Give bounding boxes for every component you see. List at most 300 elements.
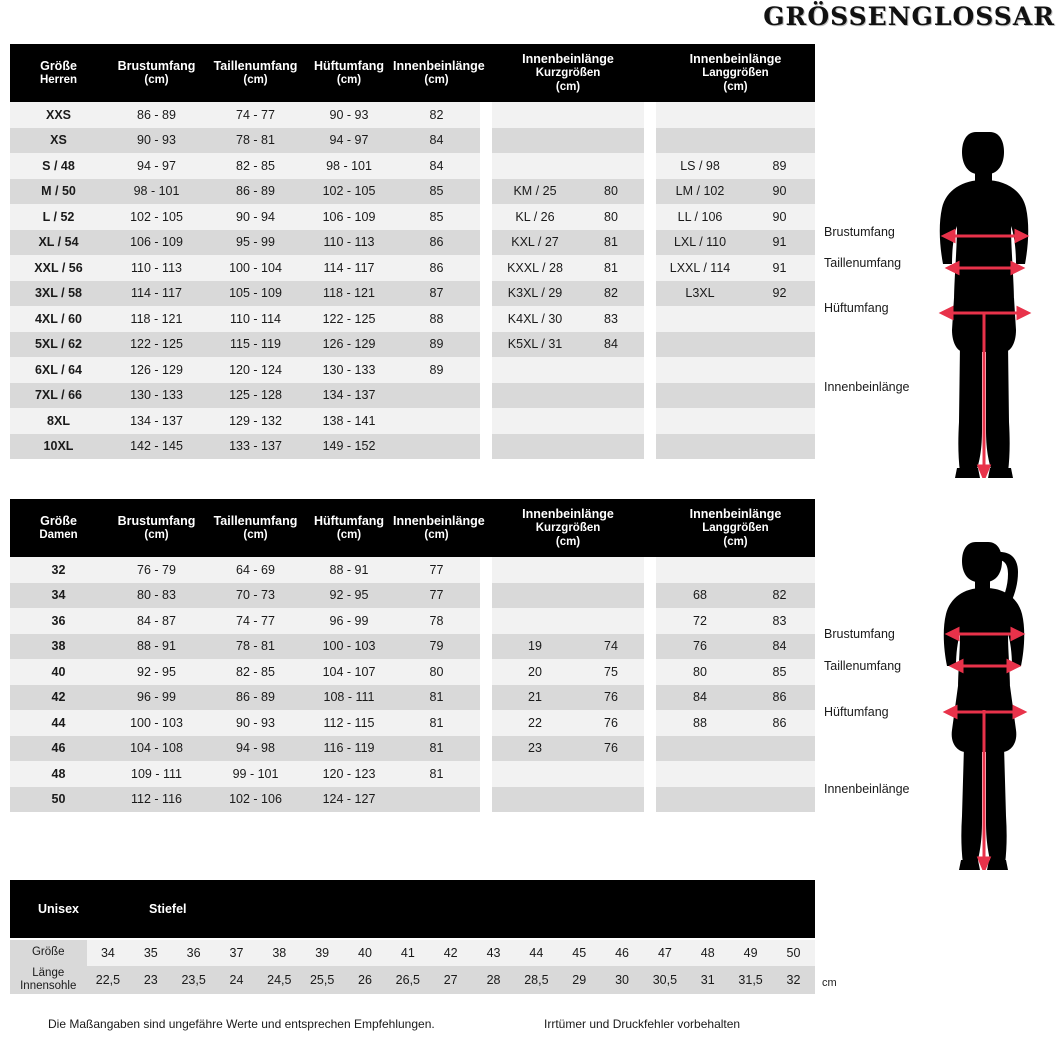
- spacer: [480, 102, 492, 128]
- women-chest: 104 - 108: [107, 736, 206, 762]
- boots-length-cell: 26: [344, 966, 387, 994]
- table-row-filler: [10, 459, 815, 485]
- table-row: [10, 230, 815, 256]
- men-hip: 94 - 97: [305, 128, 393, 154]
- women-inseam: 77: [393, 557, 480, 583]
- men-short-value: [578, 434, 644, 460]
- men-long-size: [656, 102, 744, 128]
- men-hip: 98 - 101: [305, 153, 393, 179]
- boots-length-cell: 28: [472, 966, 515, 994]
- boots-size-cell: 47: [643, 940, 686, 966]
- table-row: [10, 357, 815, 383]
- header-unisex: Unisex: [10, 880, 107, 938]
- header-hip: Hüftumfang (cm): [305, 499, 393, 557]
- men-label-chest: Brustumfang: [824, 225, 895, 239]
- men-short-size: [492, 383, 578, 409]
- women-inseam: 79: [393, 634, 480, 660]
- header-chest: Brustumfang (cm): [107, 499, 206, 557]
- spacer: [480, 332, 492, 358]
- women-inseam: 78: [393, 608, 480, 634]
- men-waist: 105 - 109: [206, 281, 305, 307]
- men-waist: 133 - 137: [206, 434, 305, 460]
- women-waist: 102 - 106: [206, 787, 305, 813]
- spacer: [480, 634, 492, 660]
- men-long-size: LM / 102: [656, 179, 744, 205]
- men-inseam: [393, 383, 480, 409]
- filler-cell: [10, 459, 107, 485]
- filler-cell: [206, 459, 305, 485]
- footnote-right: Irrtümer und Druckfehler vorbehalten: [544, 1017, 741, 1031]
- spacer: [644, 357, 656, 383]
- men-long-size: [656, 332, 744, 358]
- spacer: [480, 128, 492, 154]
- spacer: [480, 281, 492, 307]
- men-hip: 110 - 113: [305, 230, 393, 256]
- spacer: [480, 659, 492, 685]
- men-inseam: 87: [393, 281, 480, 307]
- men-inseam: 84: [393, 153, 480, 179]
- men-waist: 115 - 119: [206, 332, 305, 358]
- spacer: [644, 383, 656, 409]
- women-long-value: 83: [744, 608, 815, 634]
- boots-size-cell: 41: [386, 940, 429, 966]
- women-short-size: [492, 557, 578, 583]
- women-inseam: [393, 787, 480, 813]
- women-inseam: 81: [393, 761, 480, 787]
- men-short-value: 80: [578, 204, 644, 230]
- spacer: [480, 408, 492, 434]
- spacer: [644, 583, 656, 609]
- women-chest: 96 - 99: [107, 685, 206, 711]
- women-size: 34: [10, 583, 107, 609]
- men-short-size: K5XL / 31: [492, 332, 578, 358]
- boots-length-cell: 27: [429, 966, 472, 994]
- men-chest: 126 - 129: [107, 357, 206, 383]
- women-waist: 94 - 98: [206, 736, 305, 762]
- boots-size-cell: 36: [172, 940, 215, 966]
- men-long-size: LXXL / 114: [656, 255, 744, 281]
- women-short-size: 23: [492, 736, 578, 762]
- men-short-value: [578, 408, 644, 434]
- men-size: M / 50: [10, 179, 107, 205]
- women-size: 50: [10, 787, 107, 813]
- men-waist: 120 - 124: [206, 357, 305, 383]
- women-table-header: [10, 499, 815, 557]
- boots-size-cell: 39: [301, 940, 344, 966]
- women-chest: 112 - 116: [107, 787, 206, 813]
- men-size: 10XL: [10, 434, 107, 460]
- boots-size-row: [10, 940, 815, 966]
- women-waist: 70 - 73: [206, 583, 305, 609]
- men-long-size: L3XL: [656, 281, 744, 307]
- spacer: [644, 230, 656, 256]
- header-inseam: Innenbeinlänge (cm): [393, 44, 480, 102]
- men-waist: 82 - 85: [206, 153, 305, 179]
- men-short-value: 84: [578, 332, 644, 358]
- men-hip: 138 - 141: [305, 408, 393, 434]
- women-size: 48: [10, 761, 107, 787]
- filler-cell: [744, 812, 815, 838]
- men-figure: [930, 130, 1050, 478]
- men-long-value: [744, 102, 815, 128]
- women-size: 42: [10, 685, 107, 711]
- men-short-size: [492, 128, 578, 154]
- women-size: 44: [10, 710, 107, 736]
- women-short-value: 76: [578, 710, 644, 736]
- filler-cell: [744, 459, 815, 485]
- header-hip: Hüftumfang (cm): [305, 44, 393, 102]
- women-long-size: [656, 557, 744, 583]
- header-chest: Brustumfang (cm): [107, 44, 206, 102]
- men-short-value: 81: [578, 230, 644, 256]
- boots-size-table: [10, 940, 815, 994]
- men-short-size: K3XL / 29: [492, 281, 578, 307]
- men-size: XS: [10, 128, 107, 154]
- men-size: 8XL: [10, 408, 107, 434]
- women-chest: 80 - 83: [107, 583, 206, 609]
- women-chest: 92 - 95: [107, 659, 206, 685]
- spacer: [644, 736, 656, 762]
- men-long-value: [744, 383, 815, 409]
- men-hip: 114 - 117: [305, 255, 393, 281]
- men-chest: 98 - 101: [107, 179, 206, 205]
- header-gap-1: [480, 44, 492, 102]
- women-chest: 76 - 79: [107, 557, 206, 583]
- women-hip: 108 - 111: [305, 685, 393, 711]
- women-waist: 74 - 77: [206, 608, 305, 634]
- filler-cell: [107, 812, 206, 838]
- table-row: [10, 761, 815, 787]
- boots-length-cell: 32: [772, 966, 815, 994]
- men-size: 3XL / 58: [10, 281, 107, 307]
- women-long-value: [744, 787, 815, 813]
- spacer: [480, 179, 492, 205]
- men-size: XXS: [10, 102, 107, 128]
- men-long-size: LL / 106: [656, 204, 744, 230]
- men-short-value: 83: [578, 306, 644, 332]
- boots-length-cell: 26,5: [386, 966, 429, 994]
- filler-cell: [10, 812, 107, 838]
- boots-size-cell: 49: [729, 940, 772, 966]
- men-hip: 90 - 93: [305, 102, 393, 128]
- men-label-hip: Hüftumfang: [824, 301, 889, 315]
- spacer: [480, 736, 492, 762]
- table-row: [10, 128, 815, 154]
- header-size-women: Größe Damen: [10, 499, 107, 557]
- table-row: [10, 608, 815, 634]
- men-long-size: [656, 383, 744, 409]
- spacer: [644, 153, 656, 179]
- men-label-waist: Taillenumfang: [824, 256, 902, 270]
- filler-cell: [644, 459, 656, 485]
- header-waist: Taillenumfang (cm): [206, 44, 305, 102]
- women-short-size: [492, 787, 578, 813]
- header-size-men: Größe Herren: [10, 44, 107, 102]
- page-title: GRÖSSENGLOSSAR: [763, 2, 1055, 31]
- men-hip: 126 - 129: [305, 332, 393, 358]
- men-size: S / 48: [10, 153, 107, 179]
- women-long-size: 84: [656, 685, 744, 711]
- spacer: [644, 634, 656, 660]
- boots-size-cell: 44: [515, 940, 558, 966]
- men-long-value: [744, 357, 815, 383]
- men-short-value: [578, 128, 644, 154]
- men-waist: 110 - 114: [206, 306, 305, 332]
- filler-cell: [656, 812, 744, 838]
- header-inseam-long: Innenbeinlänge Langgrößen (cm): [656, 499, 815, 557]
- filler-cell: [578, 812, 644, 838]
- men-chest: 142 - 145: [107, 434, 206, 460]
- table-row: [10, 281, 815, 307]
- men-hip: 118 - 121: [305, 281, 393, 307]
- header-gap-1: [480, 499, 492, 557]
- women-hip: 124 - 127: [305, 787, 393, 813]
- spacer: [480, 230, 492, 256]
- women-hip: 104 - 107: [305, 659, 393, 685]
- filler-cell: [305, 459, 393, 485]
- men-short-size: KXL / 27: [492, 230, 578, 256]
- spacer: [480, 608, 492, 634]
- table-row: [10, 383, 815, 409]
- boots-size-cell: 38: [258, 940, 301, 966]
- women-waist: 78 - 81: [206, 634, 305, 660]
- boots-size-cell: 37: [215, 940, 258, 966]
- boots-length-cell: 30,5: [643, 966, 686, 994]
- spacer: [644, 608, 656, 634]
- men-long-size: [656, 306, 744, 332]
- men-inseam: 88: [393, 306, 480, 332]
- men-hip: 130 - 133: [305, 357, 393, 383]
- women-chest: 109 - 111: [107, 761, 206, 787]
- men-short-value: 82: [578, 281, 644, 307]
- spacer: [480, 153, 492, 179]
- women-long-size: 76: [656, 634, 744, 660]
- women-chest: 88 - 91: [107, 634, 206, 660]
- men-short-value: [578, 102, 644, 128]
- men-long-value: [744, 434, 815, 460]
- men-short-value: [578, 357, 644, 383]
- boots-size-cell: 43: [472, 940, 515, 966]
- men-long-size: [656, 128, 744, 154]
- men-long-size: [656, 434, 744, 460]
- men-long-value: 89: [744, 153, 815, 179]
- women-hip: 116 - 119: [305, 736, 393, 762]
- women-hip: 100 - 103: [305, 634, 393, 660]
- men-long-size: LS / 98: [656, 153, 744, 179]
- spacer: [480, 434, 492, 460]
- men-hip: 134 - 137: [305, 383, 393, 409]
- men-size: 7XL / 66: [10, 383, 107, 409]
- women-long-value: 85: [744, 659, 815, 685]
- men-long-size: LXL / 110: [656, 230, 744, 256]
- spacer: [644, 255, 656, 281]
- spacer: [480, 710, 492, 736]
- women-hip: 112 - 115: [305, 710, 393, 736]
- women-short-value: [578, 761, 644, 787]
- spacer: [480, 383, 492, 409]
- women-short-size: [492, 608, 578, 634]
- spacer: [480, 357, 492, 383]
- header-waist: Taillenumfang (cm): [206, 499, 305, 557]
- women-size-table: [10, 499, 815, 838]
- women-long-value: [744, 557, 815, 583]
- men-chest: 114 - 117: [107, 281, 206, 307]
- women-short-size: 20: [492, 659, 578, 685]
- women-long-size: 68: [656, 583, 744, 609]
- men-chest: 134 - 137: [107, 408, 206, 434]
- spacer: [644, 434, 656, 460]
- women-waist: 64 - 69: [206, 557, 305, 583]
- men-waist: 90 - 94: [206, 204, 305, 230]
- spacer: [480, 306, 492, 332]
- boots-length-cell: 30: [601, 966, 644, 994]
- men-chest: 106 - 109: [107, 230, 206, 256]
- women-size: 40: [10, 659, 107, 685]
- table-row: [10, 685, 815, 711]
- men-waist: 125 - 128: [206, 383, 305, 409]
- boots-length-cell: 28,5: [515, 966, 558, 994]
- men-short-value: [578, 383, 644, 409]
- header-inseam: Innenbeinlänge (cm): [393, 499, 480, 557]
- boots-length-cell: 23,5: [172, 966, 215, 994]
- boots-length-cell: 31: [686, 966, 729, 994]
- women-long-value: 84: [744, 634, 815, 660]
- men-long-value: 90: [744, 204, 815, 230]
- men-size-table: [10, 44, 815, 485]
- table-row: [10, 179, 815, 205]
- women-long-size: [656, 787, 744, 813]
- boots-length-row: [10, 966, 815, 994]
- table-row: [10, 408, 815, 434]
- men-table-header: [10, 44, 815, 102]
- men-waist: 100 - 104: [206, 255, 305, 281]
- men-inseam: 89: [393, 357, 480, 383]
- women-short-value: 76: [578, 736, 644, 762]
- men-inseam: 86: [393, 230, 480, 256]
- men-long-value: [744, 128, 815, 154]
- men-inseam: 85: [393, 204, 480, 230]
- women-size: 38: [10, 634, 107, 660]
- women-inseam: 80: [393, 659, 480, 685]
- men-inseam: 85: [393, 179, 480, 205]
- women-long-size: 88: [656, 710, 744, 736]
- women-long-size: 80: [656, 659, 744, 685]
- women-waist: 99 - 101: [206, 761, 305, 787]
- table-row: [10, 306, 815, 332]
- spacer: [480, 204, 492, 230]
- spacer: [644, 179, 656, 205]
- men-short-value: 81: [578, 255, 644, 281]
- women-label-inseam: Innenbeinlänge: [824, 782, 910, 796]
- table-row: [10, 787, 815, 813]
- unisex-header-table: [10, 880, 815, 938]
- men-hip: 122 - 125: [305, 306, 393, 332]
- men-waist: 86 - 89: [206, 179, 305, 205]
- men-inseam: 89: [393, 332, 480, 358]
- women-hip: 96 - 99: [305, 608, 393, 634]
- spacer: [644, 787, 656, 813]
- men-short-size: K4XL / 30: [492, 306, 578, 332]
- women-waist: 86 - 89: [206, 685, 305, 711]
- filler-cell: [305, 812, 393, 838]
- men-waist: 74 - 77: [206, 102, 305, 128]
- women-hip: 92 - 95: [305, 583, 393, 609]
- men-short-size: KL / 26: [492, 204, 578, 230]
- men-long-value: 91: [744, 230, 815, 256]
- men-label-inseam: Innenbeinlänge: [824, 380, 910, 394]
- boots-length-cell: 22,5: [87, 966, 130, 994]
- spacer: [480, 685, 492, 711]
- spacer: [644, 306, 656, 332]
- spacer: [644, 408, 656, 434]
- women-long-size: [656, 761, 744, 787]
- header-inseam-short: Innenbeinlänge Kurzgrößen (cm): [492, 44, 644, 102]
- filler-cell: [656, 459, 744, 485]
- filler-cell: [644, 812, 656, 838]
- men-short-value: [578, 153, 644, 179]
- boots-size-cell: 46: [601, 940, 644, 966]
- boots-size-cell: 35: [129, 940, 172, 966]
- spacer: [644, 685, 656, 711]
- boots-size-cell: 48: [686, 940, 729, 966]
- header-inseam-long: Innenbeinlänge Langgrößen (cm): [656, 44, 815, 102]
- men-short-value: 80: [578, 179, 644, 205]
- table-row: [10, 557, 815, 583]
- men-long-value: 92: [744, 281, 815, 307]
- women-short-size: 19: [492, 634, 578, 660]
- header-inseam-short: Innenbeinlänge Kurzgrößen (cm): [492, 499, 644, 557]
- women-label-chest: Brustumfang: [824, 627, 895, 641]
- boots-size-cell: 45: [558, 940, 601, 966]
- men-inseam: 86: [393, 255, 480, 281]
- filler-cell: [578, 459, 644, 485]
- spacer: [644, 710, 656, 736]
- header-gap-2: [644, 44, 656, 102]
- filler-cell: [480, 812, 492, 838]
- men-inseam: 84: [393, 128, 480, 154]
- women-chest: 84 - 87: [107, 608, 206, 634]
- men-short-size: KM / 25: [492, 179, 578, 205]
- men-chest: 86 - 89: [107, 102, 206, 128]
- filler-cell: [107, 459, 206, 485]
- men-chest: 94 - 97: [107, 153, 206, 179]
- men-short-size: [492, 153, 578, 179]
- filler-cell: [206, 812, 305, 838]
- men-size: XXL / 56: [10, 255, 107, 281]
- men-chest: 130 - 133: [107, 383, 206, 409]
- table-row: [10, 634, 815, 660]
- women-short-value: [578, 787, 644, 813]
- men-size: 4XL / 60: [10, 306, 107, 332]
- men-long-value: 90: [744, 179, 815, 205]
- women-hip: 120 - 123: [305, 761, 393, 787]
- table-row: [10, 736, 815, 762]
- table-row: [10, 710, 815, 736]
- men-hip: 149 - 152: [305, 434, 393, 460]
- spacer: [480, 787, 492, 813]
- boots-length-cell: 31,5: [729, 966, 772, 994]
- women-inseam: 81: [393, 710, 480, 736]
- women-long-value: 86: [744, 685, 815, 711]
- women-long-value: 82: [744, 583, 815, 609]
- women-long-value: [744, 761, 815, 787]
- men-short-size: [492, 102, 578, 128]
- spacer: [480, 255, 492, 281]
- table-row: [10, 153, 815, 179]
- header-boots: Stiefel: [107, 880, 815, 938]
- spacer: [644, 281, 656, 307]
- boots-size-label: Größe: [10, 940, 87, 966]
